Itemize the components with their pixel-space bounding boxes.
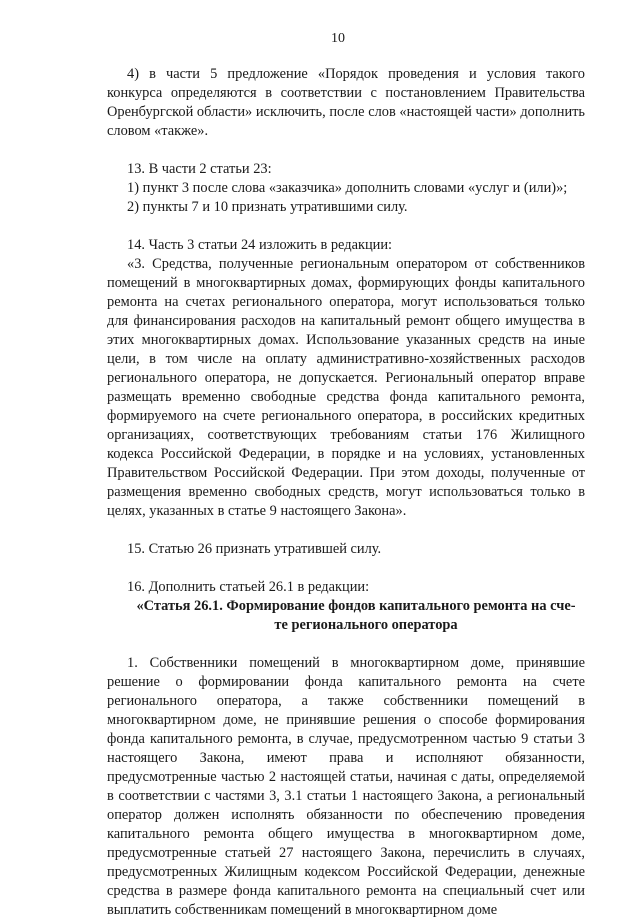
paragraph-14-heading: 14. Часть 3 статьи 24 изложить в редакции: — [127, 237, 393, 253]
spacer — [107, 635, 585, 654]
article-title-line-2: те регионального оператора — [274, 617, 458, 633]
paragraph-13-item-2: 2) пункты 7 и 10 признать утратившими силу. — [127, 199, 408, 215]
paragraph-13-heading: 13. В части 2 статьи 23: — [127, 161, 272, 177]
article-26-1-title — [107, 597, 585, 635]
page-number: 10 — [331, 31, 345, 46]
paragraph-13-item-1: 1) пункт 3 после слова «заказчика» дополнить словами «услуг и (или)»; — [127, 180, 568, 196]
spacer — [107, 521, 585, 540]
spacer — [107, 141, 585, 160]
spacer — [107, 217, 585, 236]
article-26-1-paragraph-1: 1. Собственники помещений в многоквартирном доме, принявшие решение о формировании фонда капитального ремонта на счете регионального оператора, а также собственники помещений в многоквартирном доме, не принявшие решения о способе формирования фонда капитального ремонта, в случае, предусмотренном частью 9 статьи 3 настоящего Закона, имеют права и исполняют обязанности, предусмотренные частью 2 настоящей статьи, начиная с даты, определяемой в соответствии с частями 3, 3.1 статьи 1 настоящего Закона, а региональный оператор должен исполнять обязанности по обеспечению проведения капитального ремонта общего имущества в многоквартирном доме, предусмотренные статьей 27 настоящего Закона, перечислить в случаях, предусмотренных Жилищным кодексом Российской Федерации, денежные средства в размере фонда капитального ремонта на специальный счет или выплатить собственникам помещений в многоквартирном доме — [107, 655, 585, 918]
paragraph-16-heading: 16. Дополнить статьей 26.1 в редакции: — [127, 579, 370, 595]
document-body — [107, 65, 585, 920]
spacer — [107, 559, 585, 578]
paragraph-item-4: 4) в части 5 предложение «Порядок проведения и условия такого конкурса определяются в соответствии с постановлением Правительства Оренбургской области» исключить, после слов «настоящей части» дополнить словом «также». — [107, 66, 585, 139]
paragraph-15: 15. Статью 26 признать утратившей силу. — [127, 541, 382, 557]
article-title-line-1: «Статья 26.1. Формирование фондов капитального ремонта на сче- — [136, 598, 576, 614]
paragraph-14-body: «3. Средства, полученные региональным оператором от собственников помещений в многоквартирных домах, формирующих фонды капитального ремонта на счетах регионального оператора, могут использоваться только для финансирования расходов на капитальный ремонт общего имущества в этих многоквартирных домах. Использование указанных средств на иные цели, в том числе на оплату административно-хозяйственных расходов регионального оператора, не допускается. Региональный оператор вправе размещать временно свободные средства фонда капитального ремонта, формируемого на счете регионального оператора, в российских кредитных организациях, соответствующих требованиям статьи 176 Жилищного кодекса Российской Федерации, в порядке и на условиях, установленных Правительством Российской Федерации. При этом доходы, полученные от размещения временно свободных средств, могут использоваться только в целях, указанных в статье 9 настоящего Закона». — [107, 256, 585, 519]
